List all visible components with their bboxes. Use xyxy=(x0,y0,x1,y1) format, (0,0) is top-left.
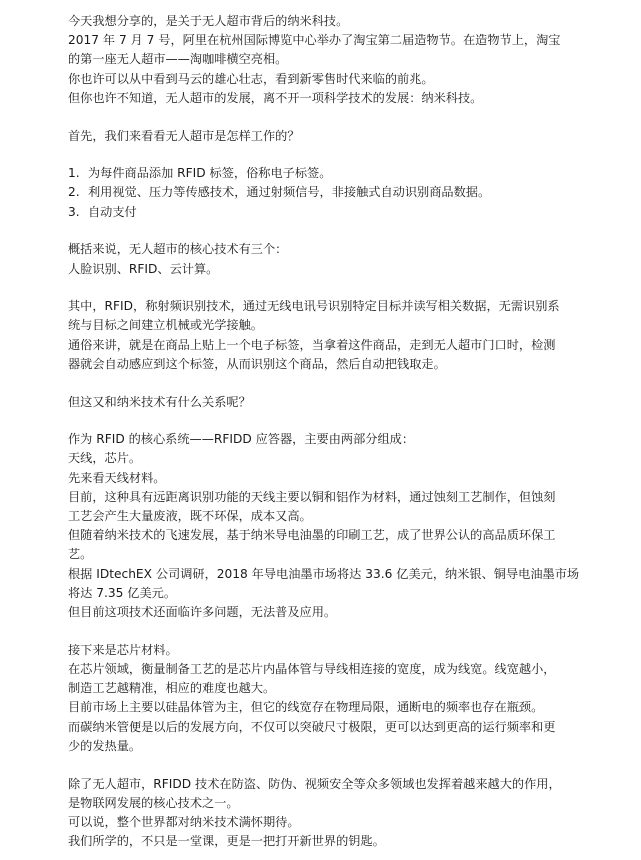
text-line: 除了无人超市，RFIDD 技术在防盗、防伪、视频安全等众多领域也发挥着越来越大的作用， xyxy=(68,776,561,791)
text-line: 艺。 xyxy=(68,547,93,562)
numbered-list xyxy=(68,164,619,222)
text-line: 根据 IDtechEX 公司调研，2018 年导电油墨市场将达 33.6 亿美元，纳米银、铜导电油墨市场 xyxy=(68,566,580,581)
text-line: 2017 年 7 月 7 号，阿里在杭州国际博览中心举办了淘宝第二届造物节。在造物节上，淘宝 xyxy=(68,33,561,48)
list-number: 1. xyxy=(68,166,80,181)
paragraph-core-tech xyxy=(68,240,619,278)
list-text: 自动支付 xyxy=(88,204,137,219)
paragraph-gap xyxy=(68,222,619,241)
text-line: 但目前这项技术还面临许多问题，无法普及应用。 xyxy=(68,605,337,620)
text-line: 统与目标之间建立机械或光学接触。 xyxy=(68,318,263,333)
text-line: 器就会自动感应到这个标签，从而识别这个商品，然后自动把钱取走。 xyxy=(68,356,446,371)
text-line: 的第一座无人超市——淘咖啡横空亮相。 xyxy=(68,52,288,67)
text-line: 在芯片领域，衡量制备工艺的是芯片内晶体管与导线相连接的宽度，成为线宽。线宽越小， xyxy=(68,661,556,676)
text-line: 工艺会产生大量废液，既不环保，成本又高。 xyxy=(68,509,312,524)
text-line: 但你也许不知道，无人超市的发展，离不开一项科学技术的发展：纳米科技。 xyxy=(68,90,483,105)
paragraph-gap xyxy=(68,374,619,393)
text-line: 首先，我们来看看无人超市是怎样工作的？ xyxy=(68,128,300,143)
text-line: 你也许可以从中看到马云的雄心壮志，看到新零售时代来临的前兆。 xyxy=(68,71,434,86)
paragraph-conclusion xyxy=(68,775,619,852)
paragraph-nano-question xyxy=(68,393,619,412)
list-number: 3. xyxy=(68,204,80,219)
paragraph-intro xyxy=(68,12,619,108)
text-line: 先来看天线材料。 xyxy=(68,470,166,485)
paragraph-gap xyxy=(68,108,619,127)
paragraph-rfid xyxy=(68,297,619,374)
text-line: 今天我想分享的，是关于无人超市背后的纳米科技。 xyxy=(68,14,349,28)
list-item xyxy=(68,203,619,222)
text-line: 而碳纳米管便是以后的发展方向，不仅可以突破尺寸极限，更可以达到更高的运行频率和更 xyxy=(68,719,556,734)
list-text: 为每件商品添加 RFID 标签，俗称电子标签。 xyxy=(88,166,332,181)
paragraph-gap xyxy=(68,412,619,431)
list-text: 利用视觉、压力等传感技术，通过射频信号，非接触式自动识别商品数据。 xyxy=(88,185,491,200)
paragraph-chip xyxy=(68,641,619,756)
text-line: 概括来说，无人超市的核心技术有三个： xyxy=(68,242,288,257)
paragraph-gap xyxy=(68,756,619,775)
list-item xyxy=(68,183,619,202)
text-line: 天线，芯片。 xyxy=(68,451,142,466)
paragraph-gap xyxy=(68,146,619,165)
text-line: 接下来是芯片材料。 xyxy=(68,642,178,657)
text-line: 人脸识别、RFID、云计算。 xyxy=(68,261,219,276)
paragraph-gap xyxy=(68,622,619,641)
list-item xyxy=(68,164,619,183)
text-line: 将达 7.35 亿美元。 xyxy=(68,585,177,600)
text-line: 但这又和纳米技术有什么关系呢？ xyxy=(68,394,251,409)
paragraph-question xyxy=(68,127,619,146)
list-number: 2. xyxy=(68,185,80,200)
text-line: 可以说，整个世界都对纳米技术满怀期待。 xyxy=(68,814,300,829)
text-line: 其中，RFID，称射频识别技术，通过无线电讯号识别特定目标并读写相关数据，无需识别系 xyxy=(68,299,560,314)
paragraph-antenna xyxy=(68,430,619,622)
text-line: 目前市场上主要以硅晶体管为主，但它的线宽存在物理局限，通断电的频率也存在瓶颈。 xyxy=(68,700,544,715)
text-line: 少的发热量。 xyxy=(68,738,142,753)
text-line: 制造工艺越精准，相应的难度也越大。 xyxy=(68,681,276,696)
text-line: 目前，这种具有远距离识别功能的天线主要以铜和铝作为材料，通过蚀刻工艺制作，但蚀刻 xyxy=(68,489,556,504)
text-line: 我们所学的，不只是一堂课，更是一把打开新世界的钥匙。 xyxy=(68,834,385,849)
text-line: 是物联网发展的核心技术之一。 xyxy=(68,795,239,810)
text-line: 作为 RFID 的核心系统——RFIDD 应答器，主要由两部分组成： xyxy=(68,432,415,447)
paragraph-gap xyxy=(68,279,619,298)
text-line: 通俗来讲，就是在商品上贴上一个电子标签，当拿着这件商品，走到无人超市门口时，检测 xyxy=(68,337,556,352)
text-line: 但随着纳米技术的飞速发展，基于纳米导电油墨的印刷工艺，成了世界公认的高品质环保工 xyxy=(68,528,556,543)
